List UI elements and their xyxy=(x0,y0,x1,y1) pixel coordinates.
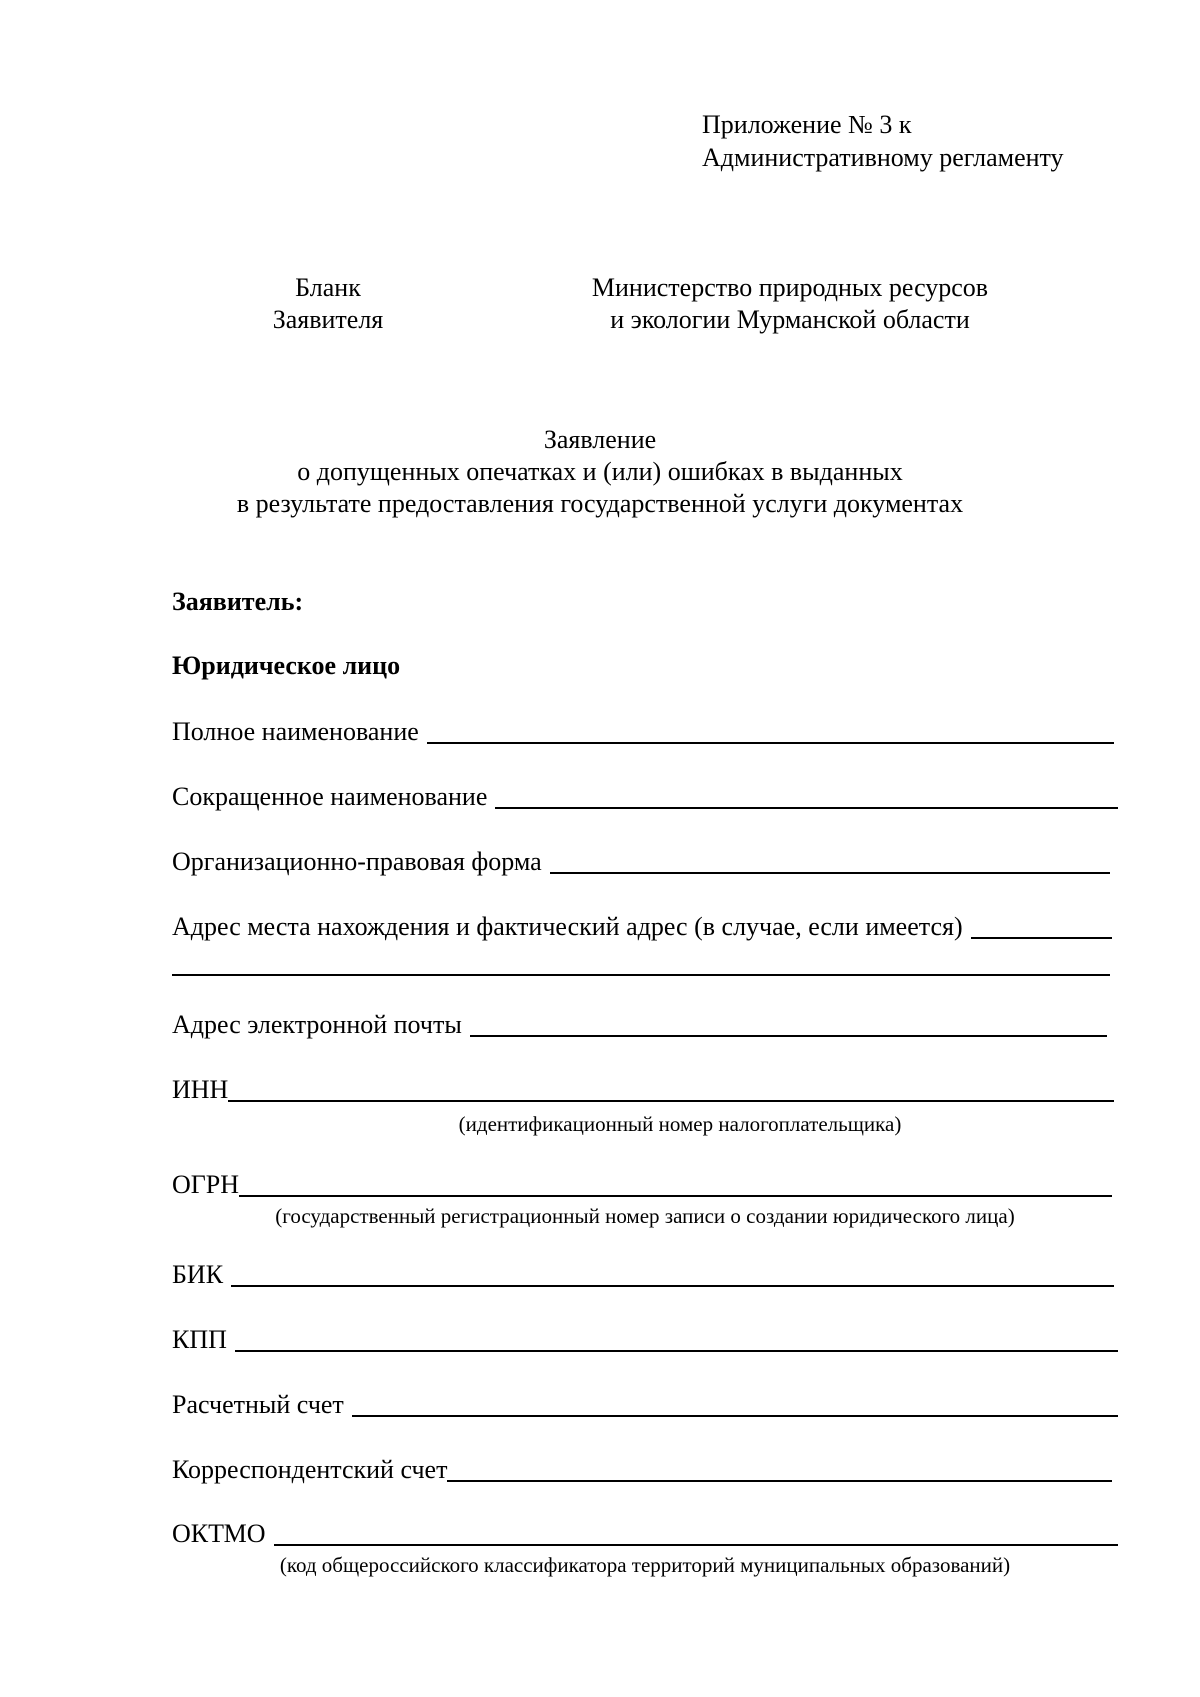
ogrn-blank-line[interactable] xyxy=(239,1195,1112,1197)
ministry-line-2: и экологии Мурманской области xyxy=(610,305,970,334)
title-line-3: в результате предоставления государственной услуги документах xyxy=(236,489,964,518)
full-name-field[interactable] xyxy=(172,712,1114,748)
oktmo-field[interactable] xyxy=(172,1514,1118,1550)
ministry-addressee xyxy=(560,272,1020,336)
applicant-blank-label xyxy=(248,272,408,336)
legal-form-label: Организационно-правовая форма xyxy=(172,847,542,876)
bik-blank-line[interactable] xyxy=(231,1285,1114,1287)
ogrn-label: ОГРН xyxy=(172,1170,240,1199)
applicant-blank-line-2: Заявителя xyxy=(272,305,384,334)
account-label: Расчетный счет xyxy=(172,1390,344,1419)
oktmo-label: ОКТМО xyxy=(172,1519,266,1548)
bik-field[interactable] xyxy=(172,1255,1114,1291)
address-field[interactable] xyxy=(172,907,1112,943)
address-continuation-line[interactable] xyxy=(172,974,1110,976)
appendix-note xyxy=(702,108,1064,174)
oktmo-blank-line[interactable] xyxy=(274,1544,1118,1546)
legal-entity-heading: Юридическое лицо xyxy=(172,651,401,680)
short-name-field[interactable] xyxy=(172,777,1118,813)
applicant-heading: Заявитель: xyxy=(172,587,304,616)
appendix-line-2: Административному регламенту xyxy=(702,143,1064,172)
bik-label: БИК xyxy=(172,1260,224,1289)
email-field[interactable] xyxy=(172,1005,1107,1041)
address-blank-line[interactable] xyxy=(971,937,1112,939)
email-blank-line[interactable] xyxy=(470,1035,1107,1037)
inn-field[interactable] xyxy=(172,1070,1114,1106)
ministry-line-1: Министерство природных ресурсов xyxy=(591,273,989,302)
title-line-1: Заявление xyxy=(543,425,657,454)
account-blank-line[interactable] xyxy=(352,1415,1118,1417)
kpp-field[interactable] xyxy=(172,1320,1118,1356)
ogrn-hint: (государственный регистрационный номер записи о создании юридического лица) xyxy=(275,1204,1015,1228)
short-name-label: Сокращенное наименование xyxy=(172,782,488,811)
corr-account-blank-line[interactable] xyxy=(447,1480,1112,1482)
inn-hint: (идентификационный номер налогоплательщика) xyxy=(458,1112,902,1136)
legal-form-blank-line[interactable] xyxy=(550,872,1110,874)
corr-account-field[interactable] xyxy=(172,1450,1112,1486)
kpp-label: КПП xyxy=(172,1325,227,1354)
ogrn-field[interactable] xyxy=(172,1165,1112,1201)
corr-account-label: Корреспондентский счет xyxy=(172,1455,448,1484)
applicant-blank-line-1: Бланк xyxy=(295,273,361,302)
appendix-line-1: Приложение № 3 к xyxy=(702,110,912,139)
full-name-label: Полное наименование xyxy=(172,717,419,746)
oktmo-hint: (код общероссийского классификатора территорий муниципальных образований) xyxy=(279,1553,1011,1577)
document-title xyxy=(150,424,1050,520)
full-name-blank-line[interactable] xyxy=(427,742,1114,744)
inn-blank-line[interactable] xyxy=(228,1100,1114,1102)
kpp-blank-line[interactable] xyxy=(235,1350,1118,1352)
address-label: Адрес места нахождения и фактический адрес (в случае, если имеется) xyxy=(172,912,963,941)
legal-form-field[interactable] xyxy=(172,842,1110,878)
email-label: Адрес электронной почты xyxy=(172,1010,462,1039)
short-name-blank-line[interactable] xyxy=(495,807,1118,809)
account-field[interactable] xyxy=(172,1385,1118,1421)
title-line-2: о допущенных опечатках и (или) ошибках в выданных xyxy=(297,457,903,486)
inn-label: ИНН xyxy=(172,1075,229,1104)
